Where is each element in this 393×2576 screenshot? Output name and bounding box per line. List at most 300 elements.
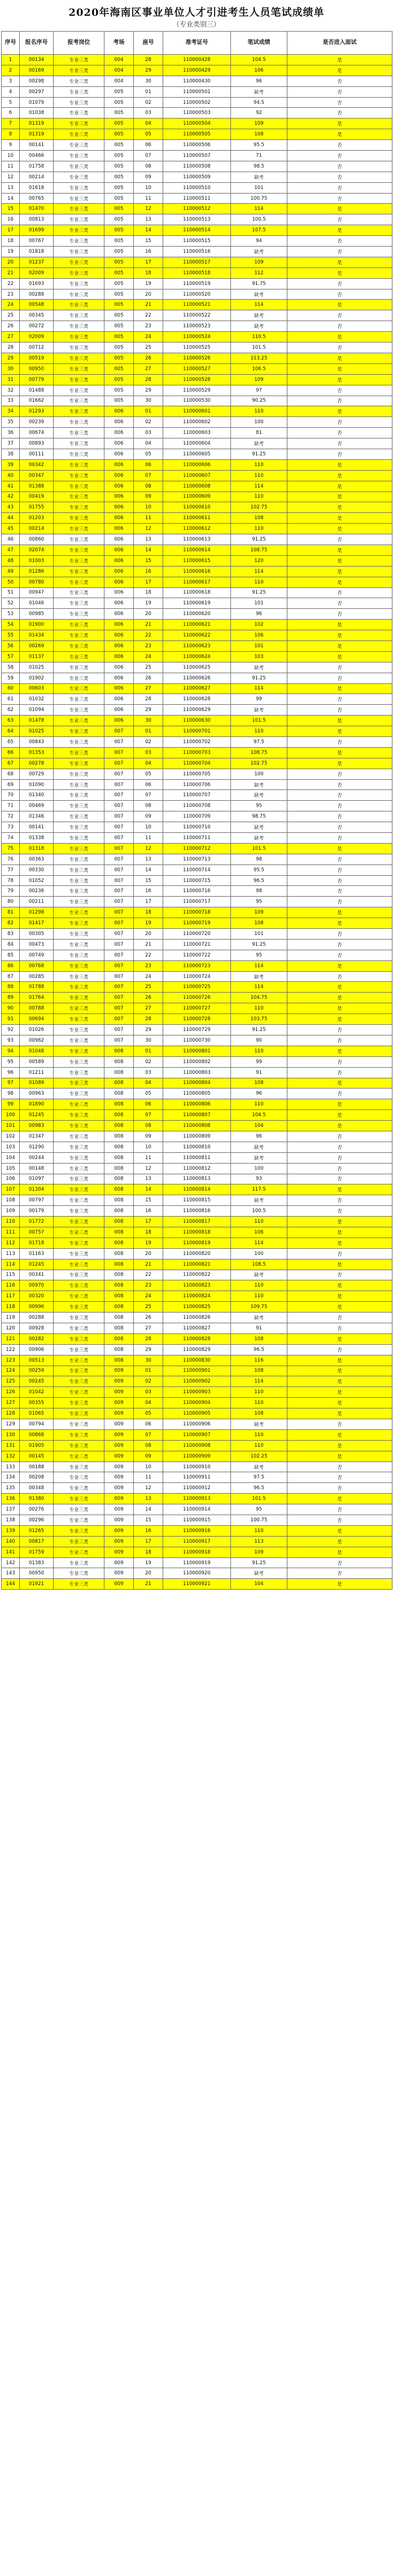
ticket-cell: 110000804 [163,1078,231,1089]
score-cell: 110 [231,1046,287,1056]
table-row [2,545,392,555]
table-row [2,1014,392,1025]
seat-cell: 13 [134,534,163,545]
seat-cell: 07 [134,1110,163,1121]
row-no-cell: 81 [2,907,20,918]
interview-cell: 是 [287,1110,392,1121]
interview-cell: 是 [287,1227,392,1237]
interview-cell: 是 [287,406,392,417]
seat-cell: 09 [134,1451,163,1462]
seat-cell: 12 [134,843,163,854]
table-row [2,1195,392,1206]
seat-cell: 14 [134,225,163,236]
seat-cell: 30 [134,76,163,86]
seat-cell: 20 [134,289,163,300]
seat-cell: 08 [134,481,163,491]
seat-cell: 04 [134,758,163,769]
table-row [2,598,392,609]
apply-id-cell: 01298 [20,907,54,918]
table-row [2,640,392,651]
interview-cell: 否 [287,1313,392,1323]
page-title: 2020年海南区事业单位人才引进考生人员笔试成绩单 [68,7,325,19]
job-cell: 专业三类 [54,438,104,449]
table-row [2,161,392,172]
job-cell: 专业三类 [54,225,104,236]
ticket-cell: 110000613 [163,534,231,545]
room-cell: 005 [104,129,134,140]
table-row [2,225,392,236]
row-no-cell: 122 [2,1344,20,1355]
job-cell: 专业三类 [54,1355,104,1366]
room-cell: 007 [104,1025,134,1035]
room-cell: 006 [104,417,134,428]
score-cell: 96 [231,76,287,86]
row-no-cell: 27 [2,332,20,343]
apply-id-cell: 02074 [20,545,54,555]
interview-cell: 否 [287,1195,392,1206]
ticket-cell: 110000901 [163,1366,231,1376]
apply-id-cell: 00188 [20,1462,54,1472]
interview-cell: 是 [287,257,392,267]
apply-id-cell: 00983 [20,1121,54,1131]
row-no-cell: 56 [2,640,20,651]
ticket-cell: 110000522 [163,310,231,321]
interview-cell: 否 [287,779,392,790]
table-row [2,1035,392,1046]
seat-cell: 06 [134,140,163,151]
ticket-cell: 110000621 [163,620,231,630]
score-cell: 缺考 [231,1462,287,1472]
table-row [2,343,392,353]
row-no-cell: 91 [2,1014,20,1025]
row-no-cell: 52 [2,598,20,609]
ticket-cell: 110000907 [163,1429,231,1440]
interview-cell: 否 [287,236,392,247]
score-cell: 110 [231,470,287,481]
interview-cell: 是 [287,1291,392,1302]
room-cell: 008 [104,1046,134,1056]
table-row [2,300,392,310]
interview-cell: 否 [287,598,392,609]
row-no-cell: 70 [2,790,20,801]
row-no-cell: 71 [2,801,20,811]
score-cell: 112 [231,267,287,278]
row-no-cell: 30 [2,363,20,374]
interview-cell: 是 [287,1376,392,1387]
seat-cell: 04 [134,1398,163,1408]
room-cell: 008 [104,1227,134,1237]
table-row [2,76,392,86]
interview-cell: 是 [287,843,392,854]
apply-id-cell: 00519 [20,353,54,363]
interview-cell: 是 [287,918,392,929]
ticket-cell: 110000919 [163,1557,231,1568]
ticket-cell: 110000911 [163,1472,231,1483]
row-no-cell: 10 [2,151,20,161]
seat-cell: 02 [134,417,163,428]
apply-id-cell: 00985 [20,609,54,620]
room-cell: 006 [104,491,134,502]
row-no-cell: 123 [2,1355,20,1366]
score-cell: 91.25 [231,587,287,598]
interview-cell: 是 [287,1078,392,1089]
row-no-cell: 142 [2,1557,20,1568]
apply-id-cell: 01038 [20,108,54,119]
row-no-cell: 78 [2,875,20,886]
interview-cell: 否 [287,897,392,907]
seat-cell: 29 [134,1025,163,1035]
seat-cell: 01 [134,86,163,97]
ticket-cell: 110000706 [163,779,231,790]
job-cell: 专业三类 [54,353,104,363]
ticket-cell: 110000628 [163,694,231,705]
room-cell: 009 [104,1515,134,1526]
room-cell: 006 [104,577,134,587]
table-row [2,1355,392,1366]
room-cell: 004 [104,55,134,65]
seat-cell: 15 [134,1515,163,1526]
table-row [2,278,392,289]
seat-cell: 05 [134,129,163,140]
score-cell: 106 [231,1227,287,1237]
job-cell: 专业三类 [54,65,104,76]
job-cell: 专业三类 [54,278,104,289]
room-cell: 008 [104,1259,134,1270]
interview-cell: 是 [287,1121,392,1131]
apply-id-cell: 00141 [20,140,54,151]
interview-cell: 是 [287,1451,392,1462]
row-no-cell: 107 [2,1184,20,1195]
table-row [2,257,392,267]
ticket-cell: 110000908 [163,1440,231,1451]
table-row [2,534,392,545]
score-cell: 110 [231,1003,287,1014]
seat-cell: 28 [134,55,163,65]
seat-cell: 20 [134,929,163,940]
interview-cell: 是 [287,1355,392,1366]
seat-cell: 22 [134,1270,163,1280]
seat-cell: 13 [134,214,163,225]
apply-id-cell: 00342 [20,459,54,470]
ticket-cell: 110000722 [163,950,231,960]
row-no-cell: 89 [2,993,20,1003]
row-no-cell: 79 [2,886,20,897]
apply-id-cell: 00288 [20,1313,54,1323]
table-row [2,417,392,428]
row-no-cell: 64 [2,726,20,737]
room-cell: 005 [104,363,134,374]
job-cell: 专业三类 [54,950,104,960]
ticket-cell: 110000611 [163,513,231,524]
ticket-cell: 110000604 [163,438,231,449]
job-cell: 专业三类 [54,1323,104,1333]
row-no-cell: 141 [2,1547,20,1557]
job-cell: 专业三类 [54,502,104,513]
job-cell: 专业三类 [54,1366,104,1376]
table-row [2,1451,392,1462]
table-row [2,1248,392,1259]
room-cell: 008 [104,1217,134,1227]
ticket-cell: 110000808 [163,1121,231,1131]
room-cell: 008 [104,1237,134,1248]
table-row [2,1387,392,1398]
table-row [2,1184,392,1195]
room-cell: 006 [104,673,134,683]
ticket-cell: 110000810 [163,1142,231,1152]
seat-cell: 28 [134,1333,163,1344]
table-row [2,1525,392,1536]
job-cell: 专业三类 [54,555,104,566]
room-cell: 008 [104,1110,134,1121]
table-row [2,1110,392,1121]
room-cell: 008 [104,1131,134,1142]
job-cell: 专业三类 [54,630,104,641]
row-no-cell: 114 [2,1259,20,1270]
ticket-cell: 110000630 [163,716,231,726]
apply-id-cell: 00297 [20,86,54,97]
row-no-cell: 92 [2,1025,20,1035]
interview-cell: 是 [287,1280,392,1291]
seat-cell: 11 [134,1152,163,1163]
ticket-cell: 110000822 [163,1270,231,1280]
interview-cell: 是 [287,129,392,140]
interview-cell: 否 [287,1089,392,1099]
ticket-cell: 110000820 [163,1248,231,1259]
seat-cell: 03 [134,108,163,119]
interview-cell: 否 [287,108,392,119]
table-header-row [2,32,392,55]
table-row [2,854,392,864]
score-cell: 110 [231,459,287,470]
room-cell: 008 [104,1121,134,1131]
score-cell: 110 [231,726,287,737]
ticket-cell: 110000701 [163,726,231,737]
room-cell: 006 [104,620,134,630]
seat-cell: 17 [134,1536,163,1547]
row-no-cell: 76 [2,854,20,864]
apply-id-cell: 01318 [20,843,54,854]
score-cell: 101.5 [231,843,287,854]
table-row [2,1089,392,1099]
seat-cell: 08 [134,161,163,172]
table-row [2,513,392,524]
seat-cell: 09 [134,491,163,502]
ticket-cell: 110000602 [163,417,231,428]
apply-id-cell: 01353 [20,747,54,758]
job-cell: 专业三类 [54,257,104,267]
score-cell: 97.5 [231,737,287,748]
room-cell: 007 [104,950,134,960]
ticket-cell: 110000525 [163,343,231,353]
row-no-cell: 7 [2,119,20,129]
job-cell: 专业三类 [54,491,104,502]
apply-id-cell: 01764 [20,993,54,1003]
table-row [2,1333,392,1344]
table-row [2,716,392,726]
job-cell: 专业三类 [54,363,104,374]
job-cell: 专业三类 [54,449,104,459]
apply-id-cell: 00239 [20,417,54,428]
interview-cell: 是 [287,204,392,214]
room-cell: 007 [104,864,134,875]
ticket-cell: 110000609 [163,491,231,502]
job-cell: 专业三类 [54,1515,104,1526]
interview-cell: 否 [287,737,392,748]
table-row [2,108,392,119]
job-cell: 专业三类 [54,151,104,161]
row-no-cell: 49 [2,566,20,577]
ticket-cell: 110000729 [163,1025,231,1035]
room-cell: 005 [104,86,134,97]
table-row [2,779,392,790]
room-cell: 009 [104,1525,134,1536]
room-cell: 004 [104,76,134,86]
table-row [2,1472,392,1483]
table-row [2,65,392,76]
seat-cell: 27 [134,1323,163,1333]
seat-cell: 05 [134,1408,163,1419]
interview-cell: 否 [287,694,392,705]
ticket-cell: 110000809 [163,1131,231,1142]
table-row [2,1344,392,1355]
ticket-cell: 110000805 [163,1089,231,1099]
interview-cell: 否 [287,1472,392,1483]
table-row [2,1067,392,1078]
ticket-cell: 110000622 [163,630,231,641]
job-cell: 专业三类 [54,1579,104,1590]
ticket-cell: 110000718 [163,907,231,918]
row-no-cell: 103 [2,1142,20,1152]
seat-cell: 04 [134,1078,163,1089]
table-row [2,694,392,705]
table-row [2,1376,392,1387]
apply-id-cell: 00962 [20,1035,54,1046]
seat-cell: 06 [134,779,163,790]
interview-cell: 否 [287,1163,392,1174]
apply-id-cell: 00996 [20,1302,54,1313]
score-cell: 108.5 [231,1259,287,1270]
job-cell: 专业三类 [54,822,104,833]
ticket-cell: 110000507 [163,151,231,161]
table-row [2,555,392,566]
seat-cell: 25 [134,662,163,673]
row-no-cell: 60 [2,683,20,694]
ticket-cell: 110000619 [163,598,231,609]
header-ticket: 准考证号 [163,32,231,55]
interview-cell: 否 [287,705,392,716]
seat-cell: 10 [134,822,163,833]
job-cell: 专业三类 [54,1110,104,1121]
room-cell: 006 [104,651,134,662]
score-cell: 108 [231,129,287,140]
table-row [2,236,392,247]
row-no-cell: 47 [2,545,20,555]
table-row [2,833,392,844]
room-cell: 007 [104,790,134,801]
job-cell: 专业三类 [54,86,104,97]
job-cell: 专业三类 [54,673,104,683]
interview-cell: 否 [287,289,392,300]
seat-cell: 13 [134,1494,163,1504]
apply-id-cell: 00950 [20,363,54,374]
seat-cell: 19 [134,598,163,609]
table-row [2,875,392,886]
room-cell: 004 [104,65,134,76]
seat-cell: 30 [134,716,163,726]
score-cell: 缺考 [231,247,287,257]
job-cell: 专业三类 [54,1163,104,1174]
ticket-cell: 110000710 [163,822,231,833]
apply-id-cell: 00296 [20,1515,54,1526]
score-cell: 缺考 [231,662,287,673]
room-cell: 007 [104,737,134,748]
apply-id-cell: 00779 [20,374,54,385]
seat-cell: 15 [134,875,163,886]
seat-cell: 02 [134,1056,163,1067]
apply-id-cell: 01025 [20,726,54,737]
seat-cell: 14 [134,1184,163,1195]
row-no-cell: 109 [2,1206,20,1217]
apply-id-cell: 01340 [20,790,54,801]
score-cell: 108 [231,918,287,929]
seat-cell: 07 [134,1429,163,1440]
score-cell: 113 [231,1536,287,1547]
interview-cell: 否 [287,278,392,289]
job-cell: 专业三类 [54,1270,104,1280]
apply-id-cell: 01380 [20,1494,54,1504]
ticket-cell: 110000610 [163,502,231,513]
score-cell: 110 [231,491,287,502]
apply-id-cell: 01662 [20,396,54,406]
score-cell: 102 [231,620,287,630]
seat-cell: 13 [134,1174,163,1184]
score-cell: 110 [231,1429,287,1440]
apply-id-cell: 00797 [20,1195,54,1206]
apply-id-cell: 01758 [20,161,54,172]
seat-cell: 05 [134,449,163,459]
interview-cell: 是 [287,1014,392,1025]
seat-cell: 03 [134,1387,163,1398]
ticket-cell: 110000814 [163,1184,231,1195]
room-cell: 005 [104,278,134,289]
job-cell: 专业三类 [54,1398,104,1408]
apply-id-cell: 00950 [20,1568,54,1579]
row-no-cell: 98 [2,1089,20,1099]
room-cell: 009 [104,1451,134,1462]
interview-cell: 否 [287,1323,392,1333]
ticket-cell: 110000906 [163,1419,231,1430]
ticket-cell: 110000617 [163,577,231,587]
seat-cell: 27 [134,363,163,374]
ticket-cell: 110000627 [163,683,231,694]
interview-cell: 是 [287,470,392,481]
room-cell: 007 [104,886,134,897]
ticket-cell: 110000612 [163,524,231,534]
room-cell: 007 [104,907,134,918]
score-cell: 98 [231,854,287,864]
row-no-cell: 108 [2,1195,20,1206]
score-cell: 106 [231,630,287,641]
table-row [2,1259,392,1270]
table-row [2,491,392,502]
job-cell: 专业三类 [54,1557,104,1568]
score-cell: 104 [231,1121,287,1131]
seat-cell: 30 [134,1035,163,1046]
interview-cell: 是 [287,225,392,236]
room-cell: 005 [104,343,134,353]
job-cell: 专业三类 [54,939,104,950]
score-cell: 91 [231,1067,287,1078]
